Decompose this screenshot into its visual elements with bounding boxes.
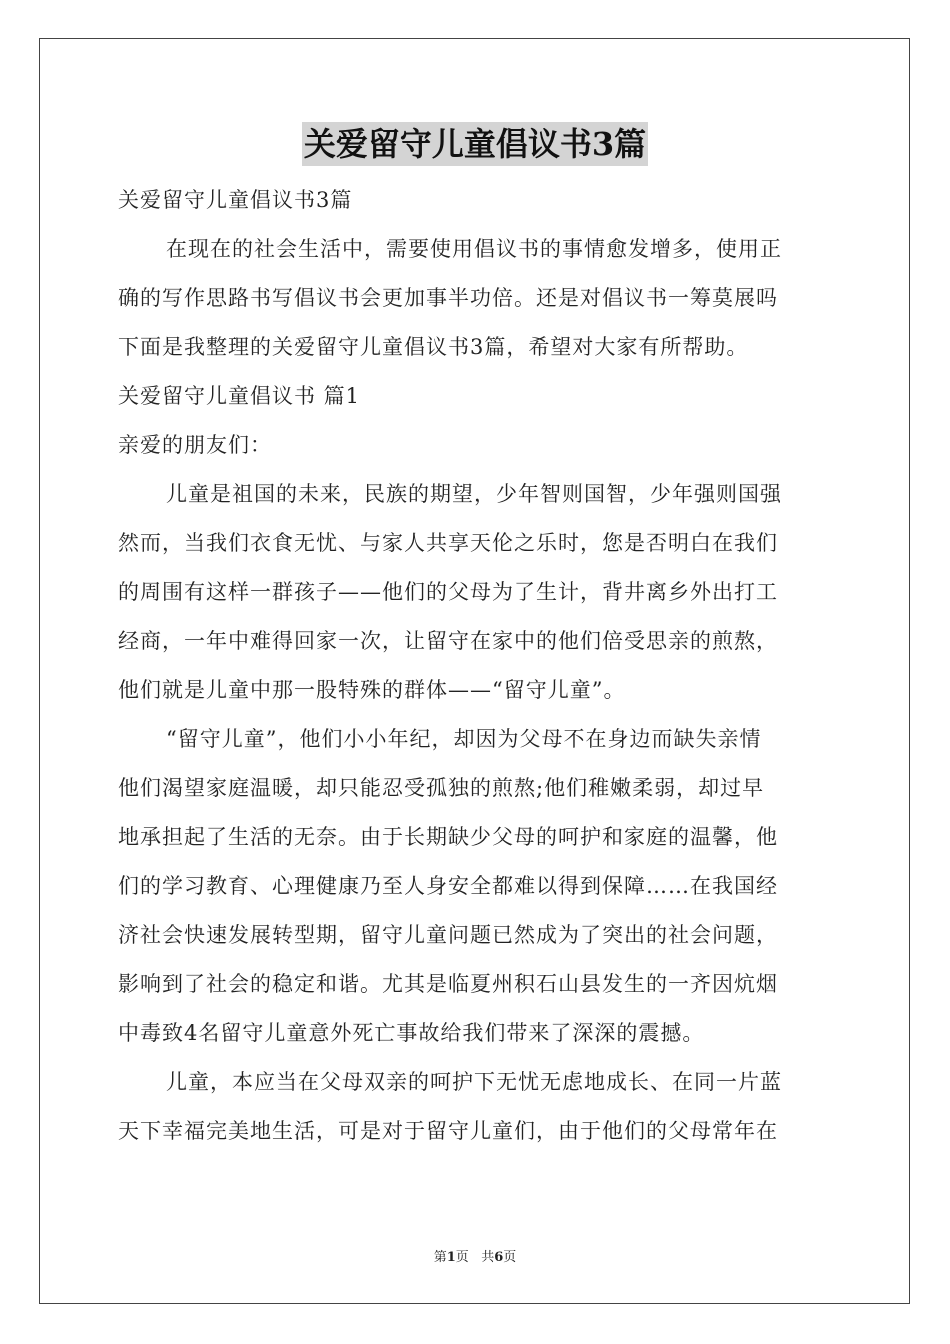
text-line: 在现在的社会生活中，需要使用倡议书的事情愈发增多，使用正 bbox=[166, 237, 782, 261]
text-line: 济社会快速发展转型期，留守儿童问题已然成为了突出的社会问题， bbox=[118, 923, 778, 947]
text-line: 中毒致4名留守儿童意外死亡事故给我们带来了深深的震撼。 bbox=[118, 1021, 705, 1045]
total-prefix: 共 bbox=[481, 1250, 495, 1265]
document-body bbox=[118, 176, 834, 1156]
text-line: 确的写作思路书写倡议书会更加事半功倍。还是对倡议书一筹莫展吗 bbox=[118, 286, 778, 310]
total-suffix: 页 bbox=[503, 1250, 517, 1265]
page-total: 6 bbox=[494, 1250, 504, 1265]
text-line: 儿童，本应当在父母双亲的呵护下无忧无虑地成长、在同一片蓝 bbox=[166, 1070, 782, 1094]
page-prefix: 第 bbox=[433, 1250, 447, 1265]
text-line: 他们就是儿童中那一股特殊的群体——“留守儿童”。 bbox=[118, 678, 626, 702]
page-footer bbox=[0, 1246, 950, 1265]
text-line: 经商，一年中难得回家一次，让留守在家中的他们倍受思亲的煎熬， bbox=[118, 629, 778, 653]
text-line: 亲爱的朋友们： bbox=[118, 433, 272, 457]
document-title: 关爱留守儿童倡议书3篇 bbox=[302, 122, 648, 166]
text-line: 儿童是祖国的未来，民族的期望，少年智则国智，少年强则国强 bbox=[166, 482, 782, 506]
text-line: 下面是我整理的关爱留守儿童倡议书3篇，希望对大家有所帮助。 bbox=[118, 335, 749, 359]
text-line: 地承担起了生活的无奈。由于长期缺少父母的呵护和家庭的温馨，他 bbox=[118, 825, 778, 849]
title-wrap bbox=[0, 122, 950, 166]
text-line: 们的学习教育、心理健康乃至人身安全都难以得到保障……在我国经 bbox=[118, 874, 778, 898]
text-line: “留守儿童”，他们小小年纪，却因为父母不在身边而缺失亲情 bbox=[166, 727, 762, 751]
page-current: 1 bbox=[446, 1250, 456, 1265]
text-line: 天下幸福完美地生活，可是对于留守儿童们，由于他们的父母常年在 bbox=[118, 1119, 778, 1143]
text-line: 关爱留守儿童倡议书3篇 bbox=[118, 188, 353, 212]
text-line: 的周围有这样一群孩子——他们的父母为了生计，背井离乡外出打工 bbox=[118, 580, 778, 604]
text-line: 他们渴望家庭温暖，却只能忍受孤独的煎熬;他们稚嫩柔弱，却过早 bbox=[118, 776, 765, 800]
text-line: 关爱留守儿童倡议书 篇1 bbox=[118, 384, 361, 408]
text-line: 然而，当我们衣食无忧、与家人共享天伦之乐时，您是否明白在我们 bbox=[118, 531, 778, 555]
page-suffix: 页 bbox=[455, 1250, 469, 1265]
text-line: 影响到了社会的稳定和谐。尤其是临夏州积石山县发生的一齐因炕烟 bbox=[118, 972, 778, 996]
